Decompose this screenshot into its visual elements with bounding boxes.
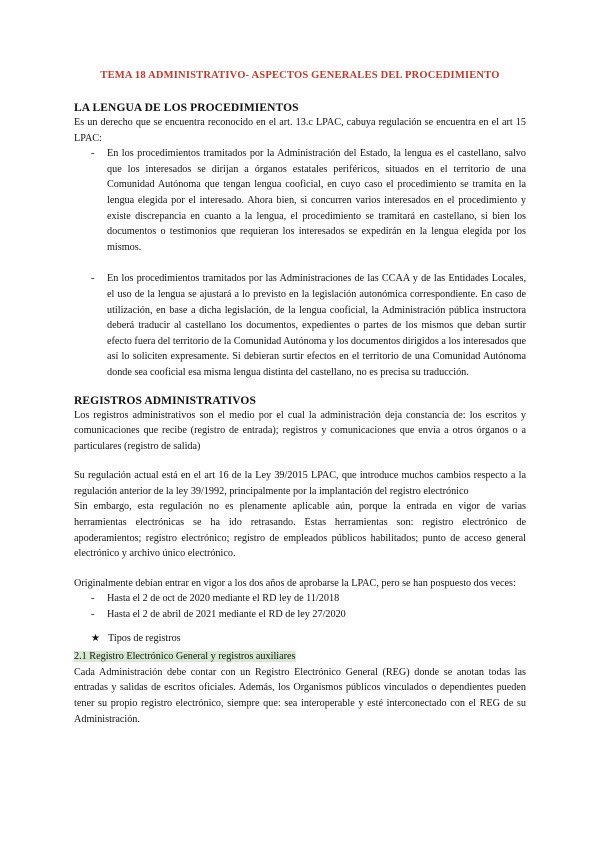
dates-list bbox=[91, 591, 526, 622]
lengua-list bbox=[91, 146, 526, 380]
registros-paragraph-2: Su regulación actual está en el art 16 de la Ley 39/2015 LPAC, que introduce muchos cambios respecto a la regulación anterior de la ley 39/1992, principalmente por la implantación del registro electrónico bbox=[74, 470, 526, 497]
tipos-registros-label: Tipos de registros bbox=[108, 632, 181, 644]
list-item-text: En los procedimientos tramitados por las Administraciones de las CCAA y de las Entidades Locales, el uso de la lengua se ajustará a lo previsto en la legislación autonómica correspondiente. En caso de utilización, en base a dicha legislación, de la lengua cooficial, la Administración pública instructora deberá traducir al castellano los documentos, expedientes o partes de los mismos que deban surtir efecto fuera del territorio de la Comunidad Autónoma y los documentos dirigidos a los interesados que así lo soliciten expresamente. Si debieran surtir efectos en el territorio de una Comunidad Autónoma donde sea cooficial esa misma lengua distinta del castellano, no es precisa su traducción. bbox=[107, 273, 527, 378]
list-item bbox=[91, 591, 526, 607]
section-heading-registros: REGISTROS ADMINISTRATIVOS bbox=[74, 394, 256, 407]
list-item-text: Hasta el 2 de abril de 2021 mediante el RD de ley 27/2020 bbox=[107, 609, 346, 621]
registros-paragraph-5: Cada Administración debe contar con un Registro Electrónico General (REG) donde se anotan todas las entradas y salidas de escritos oficiales. Además, los Organismos públicos vinculados o dependientes pueden tener su propio registro electrónico, siempre que: sea interoperable y esté interconectado con el REG de su Administración. bbox=[74, 666, 526, 725]
star-icon: ★ bbox=[91, 632, 101, 644]
list-item-text: En los procedimientos tramitados por la Administración del Estado, la lengua es el castellano, salvo que los interesados se dirijan a órganos estatales periféricos, situados en el territorio de una Comunidad Autónoma que tengan lengua cooficial, en cuyo caso el procedimiento se tramita en la lengua elegida por el interesado. Ahora bien, si concurren varios interesados en el procedimiento y existe discrepancia en cuanto a la lengua, el procedimiento se tramitará en castellano, si bien los documentos o testimonios que requieran los interesados se expedirán en la lengua elegida por los mismos. bbox=[107, 148, 526, 253]
dash-bullet: - bbox=[91, 609, 95, 621]
list-item bbox=[91, 271, 526, 380]
subsection-heading: 2.1 Registro Electrónico General y registros auxiliares bbox=[74, 651, 296, 663]
lengua-intro-paragraph: Es un derecho que se encuentra reconocido en el art. 13.c LPAC, cabuya regulación se encuentra en el art 15 LPAC: bbox=[74, 117, 526, 144]
dash-bullet: - bbox=[91, 148, 95, 160]
dash-bullet: - bbox=[91, 273, 95, 285]
list-item bbox=[91, 146, 526, 255]
list-item bbox=[91, 607, 526, 623]
section-heading-lengua: LA LENGUA DE LOS PROCEDIMIENTOS bbox=[74, 102, 299, 114]
registros-paragraph-1: Los registros administrativos son el medio por el cual la administración deja constancia de: los escritos y comunicaciones que recibe (registro de entrada); registros y comunicaciones que envía a otros órganos o a particulares (registro de salida) bbox=[74, 409, 526, 452]
registros-paragraph-4: Originalmente debían entrar en vigor a los dos años de aprobarse la LPAC, pero se han pospuesto dos veces: bbox=[74, 577, 516, 589]
list-item-text: Hasta el 2 de oct de 2020 mediante el RD ley de 11/2018 bbox=[107, 593, 340, 605]
tipos-registros-line bbox=[91, 631, 526, 647]
registros-paragraph-3: Sin embargo, esta regulación no es plenamente aplicable aún, porque la entrada en vigor de varias herramientas electrónicas se ha ido retrasando. Estas herramientas son: registro electrónico de apoderamientos; registro electrónico; registro de empleados públicos habilitados; punto de acceso general electrónico y archivo único electrónico. bbox=[74, 501, 526, 560]
document-title: TEMA 18 ADMINISTRATIVO- ASPECTOS GENERALES DEL PROCEDIMIENTO bbox=[100, 70, 500, 81]
subsection-heading-wrapper bbox=[74, 646, 526, 665]
dash-bullet: - bbox=[91, 593, 95, 605]
